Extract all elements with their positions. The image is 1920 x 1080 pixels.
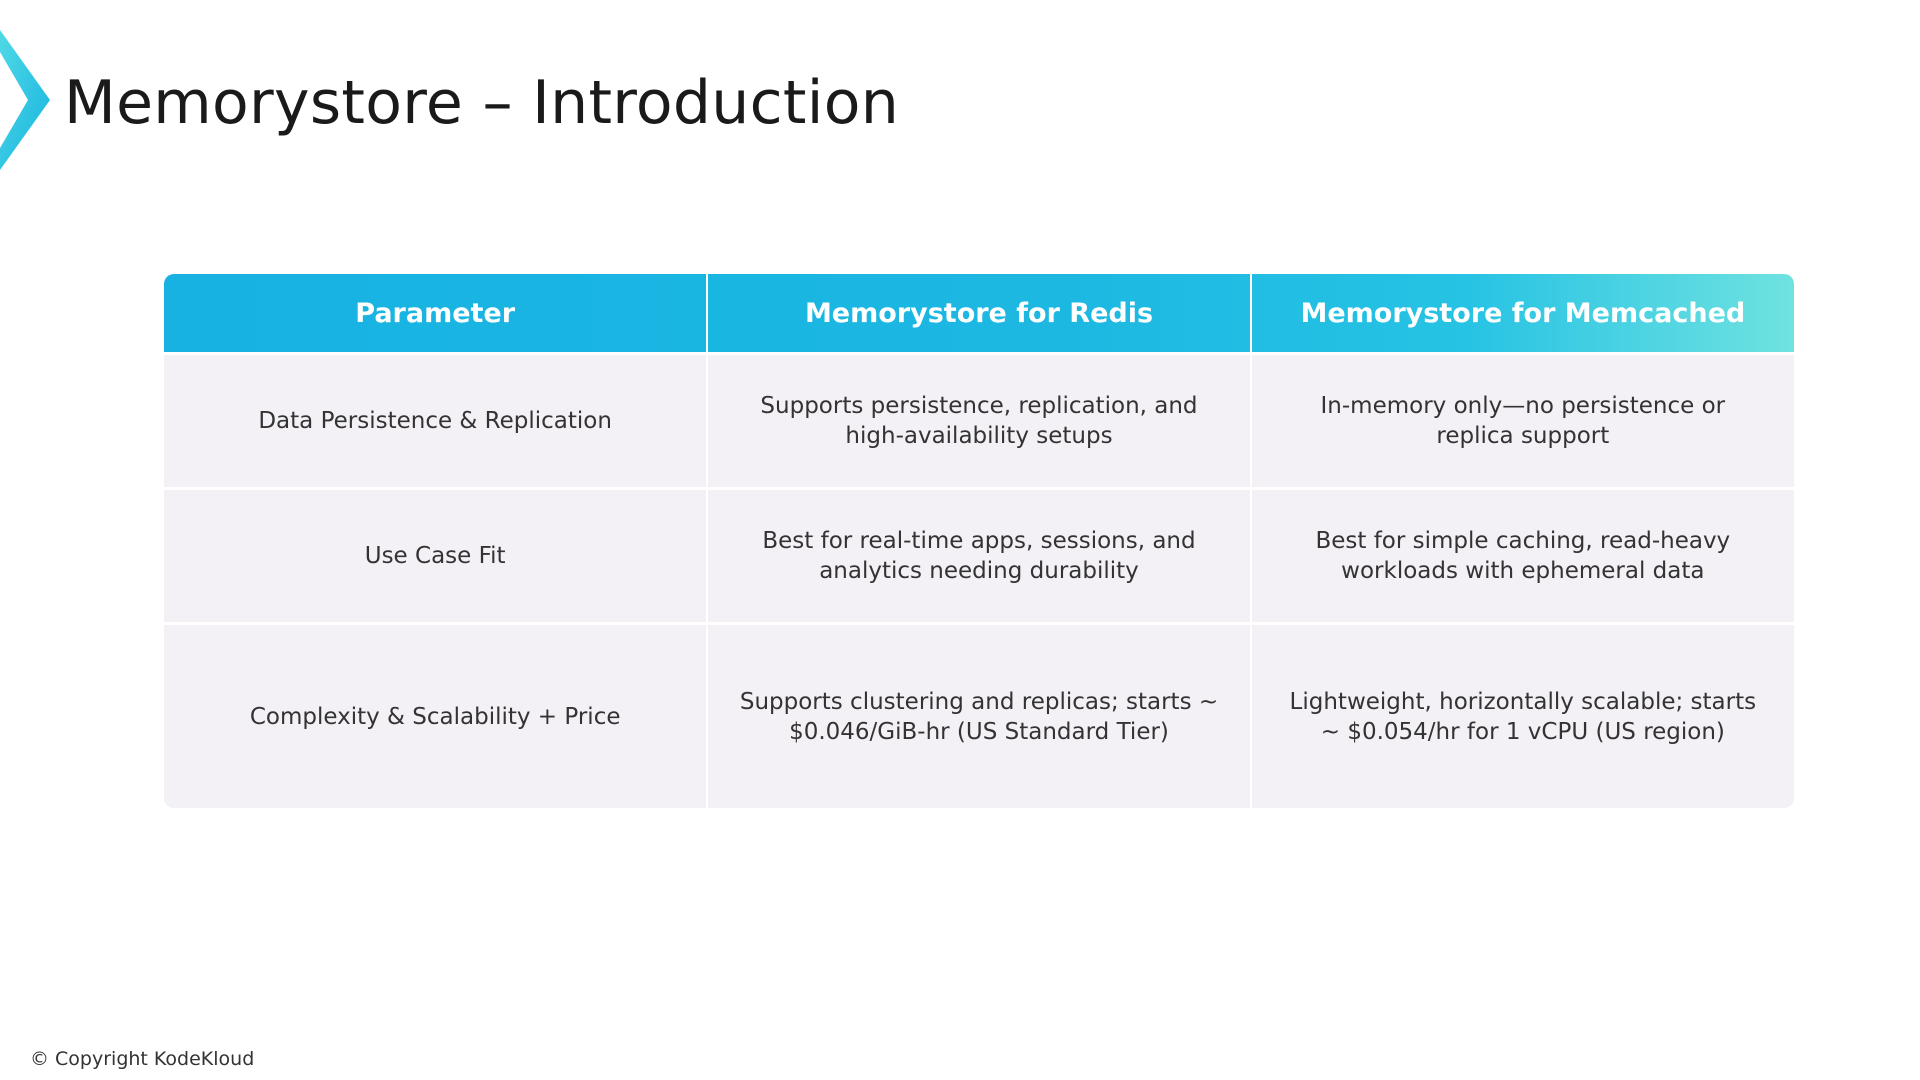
table-row (164, 489, 1794, 624)
table-cell: In-memory only—no persistence or replica support (1251, 354, 1794, 489)
table-cell: Supports persistence, replication, and high-availability setups (707, 354, 1250, 489)
chevron-logo-icon (0, 30, 60, 170)
header-memcached: Memorystore for Memcached (1300, 297, 1746, 329)
copyright-notice: © Copyright KodeKloud (30, 1048, 255, 1070)
header-redis: Memorystore for Redis (707, 274, 1250, 354)
comparison-table (164, 274, 1794, 808)
table-cell: Lightweight, horizontally scalable; starts ~ $0.054/hr for 1 vCPU (US region) (1251, 624, 1794, 809)
table-cell: Complexity & Scalability + Price (164, 624, 707, 809)
table-row (164, 624, 1794, 809)
header-parameter: Parameter (164, 274, 707, 354)
table-cell: Best for real-time apps, sessions, and analytics needing durability (707, 489, 1250, 624)
table-header-row (164, 274, 1794, 354)
table-row (164, 354, 1794, 489)
table-cell: Best for simple caching, read-heavy workloads with ephemeral data (1251, 489, 1794, 624)
table-cell: Supports clustering and replicas; starts ~ $0.046/GiB-hr (US Standard Tier) (707, 624, 1250, 809)
page-title: Memorystore – Introduction (64, 68, 900, 138)
table-cell: Use Case Fit (164, 489, 707, 624)
table-cell: Data Persistence & Replication (164, 354, 707, 489)
